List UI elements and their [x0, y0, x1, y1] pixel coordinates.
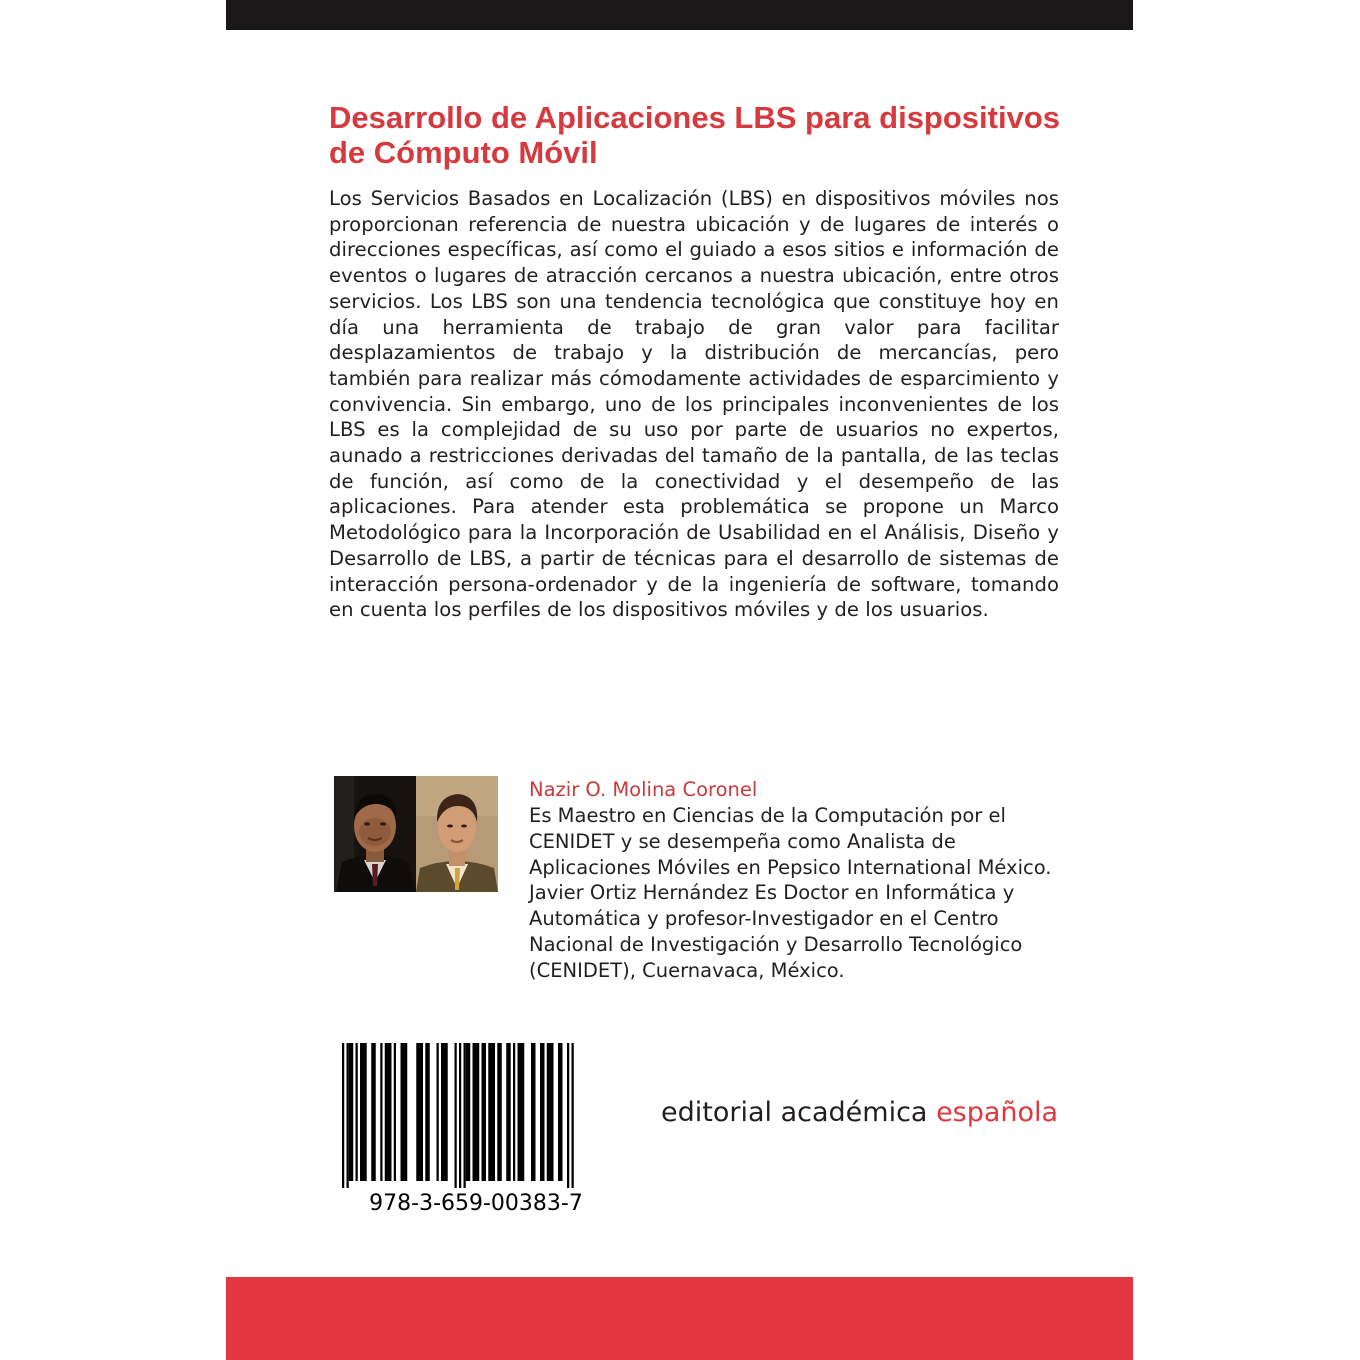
barcode-bar [513, 1043, 515, 1181]
barcode-bar [371, 1043, 376, 1181]
barcode-bar [567, 1043, 569, 1188]
barcode-bar [572, 1043, 574, 1188]
barcode-bar [437, 1043, 439, 1181]
author-photos [334, 776, 498, 892]
author-photo-2 [416, 776, 498, 892]
barcode-bar [416, 1043, 423, 1181]
author-bio: Es Maestro en Ciencias de la Computación por el CENIDET y se desempeña como Analista de Aplicaciones Móviles en Pepsico International México. Javier Ortiz Hernández Es Doctor en Informática y Automática y profesor-Investigador en el Centro Nacional de Investigación y Desarrollo Tecnológico (CENIDET), Cuernavaca, México. [529, 804, 1052, 982]
barcode-bar [466, 1043, 471, 1181]
barcode-bar [547, 1043, 554, 1181]
publisher-name-part2: española [936, 1097, 1059, 1128]
barcode-bar [473, 1043, 480, 1181]
barcode-bar [506, 1043, 511, 1181]
barcode-bar [360, 1043, 367, 1181]
barcode-bar [488, 1043, 495, 1181]
book-synopsis: Los Servicios Basados en Localización (LBS) en dispositivos móviles nos proporcionan referencia de nuestra ubicación y de lugares de interés o direcciones específicas, así como el guiado a esos sitios e información de eventos o lugares de atracción cercanos a nuestra ubicación, entre otros servicios. Los LBS son una tendencia tecnológica que constituye hoy en día una herramienta de trabajo de gran valor para facilitar desplazamientos de trabajo y la distribución de mercancías, pero también para realizar más cómodamente actividades de esparcimiento y convivencia. Sin embargo, uno de los principales inconvenientes de los LBS es la complejidad de su uso por parte de usuarios no expertos, aunado a restricciones derivadas del tamaño de la pantalla, de las teclas de función, así como de la conectividad y el desempeño de las aplicaciones. Para atender esta problemática se propone un Marco Metodológico para la Incorporación de Usabilidad en el Análisis, Diseño y Desarrollo de LBS, a partir de técnicas para el desarrollo de sistemas de interacción persona-ordenador y de la ingeniería de software, tomando en cuenta los perfiles de los dispositivos móviles y de los usuarios. [329, 187, 1059, 622]
barcode-bar [455, 1043, 457, 1188]
author-photo-1 [334, 776, 416, 892]
top-band [226, 0, 1133, 30]
barcode-bar [394, 1043, 396, 1181]
barcode-bar [401, 1043, 408, 1181]
book-back-cover [226, 0, 1133, 1360]
isbn-number: 978-3-659-00383-7 [369, 1191, 583, 1216]
barcode-bar [347, 1043, 349, 1188]
bottom-band [226, 1277, 1133, 1360]
barcode-bar [441, 1043, 448, 1181]
barcode-bar [425, 1043, 430, 1181]
barcode-bar [558, 1043, 563, 1181]
barcode-bar [356, 1043, 358, 1181]
isbn-barcode [342, 1043, 610, 1188]
author-name: Nazir O. Molina Coronel [529, 778, 758, 801]
barcode-bar [482, 1043, 487, 1181]
book-title: Desarrollo de Aplicaciones LBS para dispositivos de Cómputo Móvil [329, 100, 1061, 170]
barcode-bar [342, 1043, 344, 1188]
barcode-bar [540, 1043, 545, 1181]
barcode-bar [380, 1043, 382, 1181]
barcode-bar [464, 1043, 466, 1188]
barcode-bar [349, 1043, 354, 1181]
publisher-logo [661, 1094, 1058, 1132]
publisher-name-part1: editorial académica [661, 1097, 937, 1128]
barcode-bar [459, 1043, 461, 1188]
barcode-bar [497, 1043, 502, 1181]
barcode-bar [518, 1043, 525, 1181]
barcode-bar [531, 1043, 536, 1181]
barcode-bar [385, 1043, 392, 1181]
